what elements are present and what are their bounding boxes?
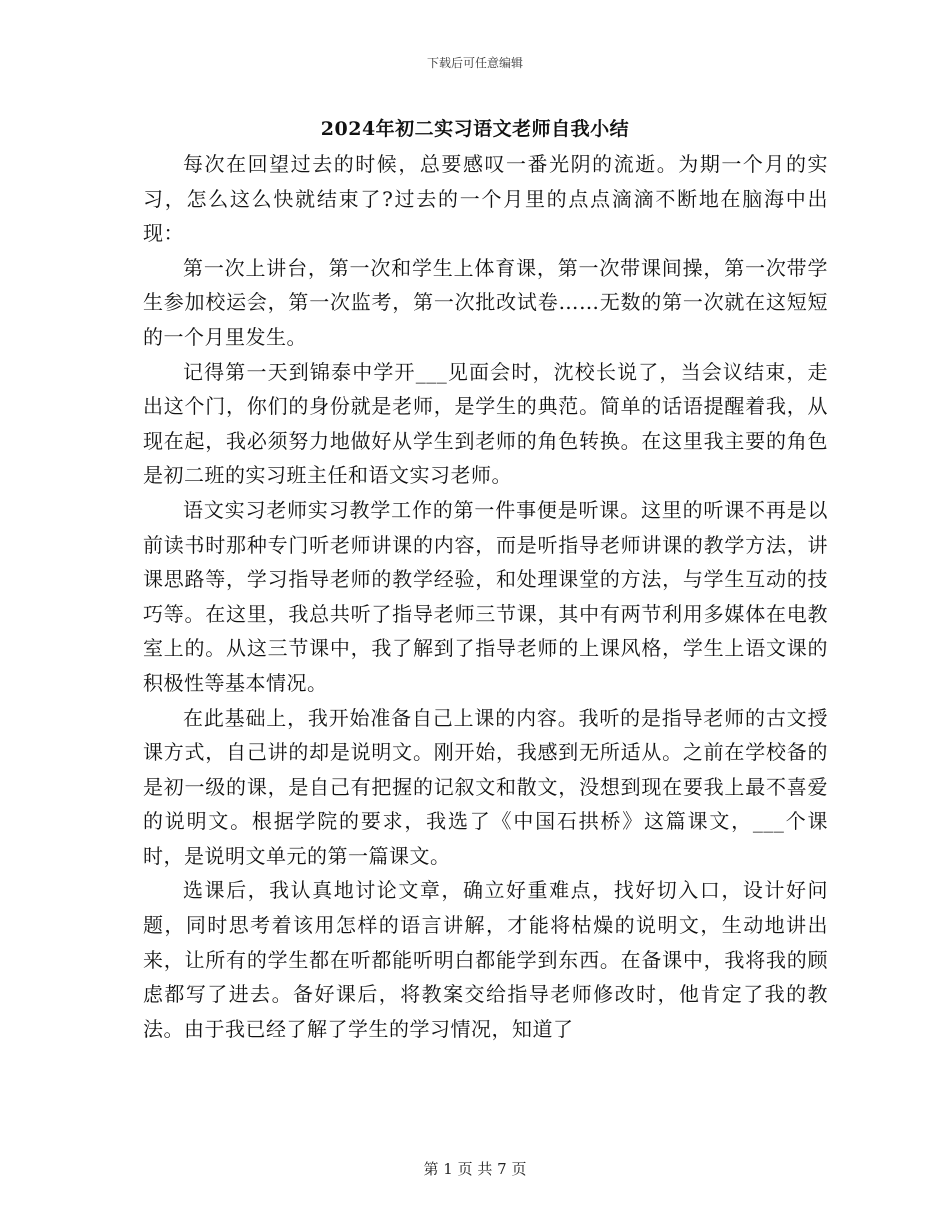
paragraph-2: 第一次上讲台，第一次和学生上体育课，第一次带课间操，第一次带学生参加校运会，第一次监考，第一次批改试卷……无数的第一次就在这短短的一个月里发生。: [143, 255, 828, 349]
page-header-note: 下载后可任意编辑: [426, 56, 523, 70]
paragraph-4: 语文实习老师实习教学工作的第一件事便是听课。这里的听课不再是以前读书时那种专门听老师讲课的内容，而是听指导老师讲课的教学方法，讲课思路等，学习指导老师的教学经验，和处理课堂的方法，与学生互动的技巧等。在这里，我总共听了指导老师三节课，其中有两节利用多媒体在电教室上的。从这三节课中，我了解到了指导老师的上课风格，学生上语文课的积极性等基本情况。: [143, 497, 828, 695]
paragraph-5: 在此基础上，我开始准备自己上课的内容。我听的是指导老师的古文授课方式，自己讲的却是说明文。刚开始，我感到无所适从。之前在学校备的是初一级的课，是自己有把握的记叙文和散文，没想到现在要我上最不喜爱的说明文。根据学院的要求，我选了《中国石拱桥》这篇课文，___个课时，是说明文单元的第一篇课文。: [143, 705, 828, 868]
document-body: [143, 147, 828, 1046]
document-title: 2024年初二实习语文老师自我小结: [320, 118, 630, 140]
paragraph-6: 选课后，我认真地讨论文章，确立好重难点，找好切入口，设计好问题，同时思考着该用怎样的语言讲解，才能将枯燥的说明文，生动地讲出来，让所有的学生都在听都能听明白都能学到东西。在备课中，我将我的顾虑都写了进去。备好课后，将教案交给指导老师修改时，他肯定了我的教法。由于我已经了解了学生的学习情况，知道了: [143, 878, 828, 1041]
paragraph-3: 记得第一天到锦泰中学开___见面会时，沈校长说了，当会议结束，走出这个门，你们的身份就是老师，是学生的典范。简单的话语提醒着我，从现在起，我必须努力地做好从学生到老师的角色转换。在这里我主要的角色是初二班的实习班主任和语文实习老师。: [143, 359, 828, 488]
page-number-footer: 第 1 页 共 7 页: [423, 1160, 527, 1178]
paragraph-1: 每次在回望过去的时候，总要感叹一番光阴的流逝。为期一个月的实习，怎么这么快就结束了?过去的一个月里的点点滴滴不断地在脑海中出现：: [143, 152, 828, 246]
